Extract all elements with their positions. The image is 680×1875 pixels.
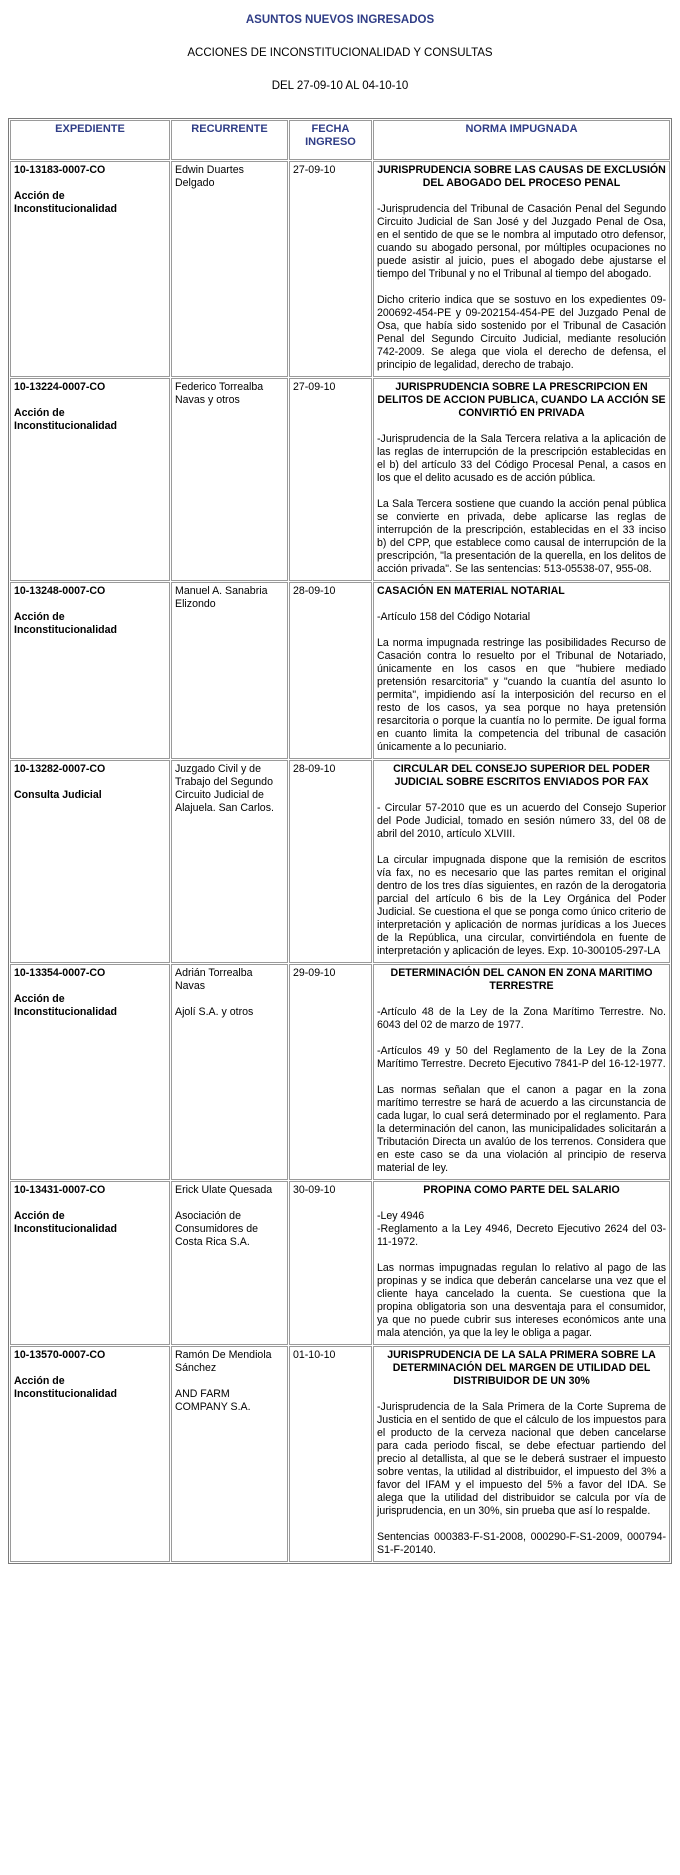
cell-norma xyxy=(373,582,670,759)
petitioner-name: Adrián Torrealba Navas xyxy=(175,967,253,992)
cell-norma xyxy=(373,378,670,581)
norm-paragraph: -Artículo 48 de la Ley de la Zona Marítimo Terrestre. No. 6043 del 02 de marzo de 1977. xyxy=(377,1006,666,1031)
cell-norma xyxy=(373,964,670,1180)
column-header-norma: NORMA IMPUGNADA xyxy=(373,120,670,160)
case-number: 10-13570-0007-CO xyxy=(14,1349,106,1361)
cell-fecha: 30-09-10 xyxy=(289,1181,372,1345)
norm-title: CIRCULAR DEL CONSEJO SUPERIOR DEL PODER JUDICIAL SOBRE ESCRITOS ENVIADOS POR FAX xyxy=(393,763,650,788)
case-number: 10-13431-0007-CO xyxy=(14,1184,106,1196)
column-header-recurrente: RECURRENTE xyxy=(171,120,288,160)
norm-paragraph: La Sala Tercera sostiene que cuando la acción penal pública se convierte en privada, debe aplicarse las reglas de interrupción de la prescripción, establecidas en el 33 inciso b) del CPP, que establece como causal de interrupción de la prescripción, "la presentación de la querella, en los delitos de acción privada". Se las sentencias: 513-05538-07, 955-08. xyxy=(377,498,666,575)
case-number: 10-13282-0007-CO xyxy=(14,763,106,775)
case-type: Acción de Inconstitucionalidad xyxy=(14,1210,117,1235)
table-row xyxy=(10,582,670,759)
case-type: Consulta Judicial xyxy=(14,789,102,801)
norm-paragraph: -Jurisprudencia del Tribunal de Casación Penal del Segundo Circuito Judicial de San José y del Juzgado Penal de Osa, en el sentido de que se le nombra al imputado otro defensor, cuando su abogado personal, por múltiples ocupaciones no puede asistir al juicio, pues el abogado debe ajustarse el tiempo del Tribunal y no el Tribunal al tiempo del abogado. xyxy=(377,203,666,280)
cell-norma xyxy=(373,161,670,377)
norm-paragraph: -Ley 4946 -Reglamento a la Ley 4946, Decreto Ejecutivo 2624 del 03-11-1972. xyxy=(377,1210,666,1248)
table-row xyxy=(10,964,670,1180)
petitioner-name: Erick Ulate Quesada xyxy=(175,1184,273,1196)
norm-paragraph: Sentencias 000383-F-S1-2008, 000290-F-S1-2009, 000794-S1-F-20140. xyxy=(377,1531,666,1556)
cell-fecha: 27-09-10 xyxy=(289,378,372,581)
norm-paragraph: La norma impugnada restringe las posibilidades Recurso de Casación contra lo resuelto por el Tribunal de Notariado, únicamente en los casos en que "hubiere mediado pretensión resarcitoria" y "cuando la cuantía del asunto lo permita", impidiendo así la interposición del recurso en el resto de los casos, ya sea porque no haya pretensión resarcitoria o porque la cuantía no lo permite. De igual forma en cuanto limita la competencia del tribunal de casación únicamente a lo pecuniario. xyxy=(377,637,666,753)
page-subtitle: ACCIONES DE INCONSTITUCIONALIDAD Y CONSULTAS xyxy=(187,47,493,59)
cell-expediente xyxy=(10,760,170,963)
norm-paragraph: La circular impugnada dispone que la remisión de escritos vía fax, no es necesario que las partes remitan el original dentro de los tres días siguientes, en razón de la derogatoria parcial del artículo 6 bis de la Ley Orgánica del Poder Judicial. Se cuestiona el que se ponga como único criterio de interpretación y aplicación de normas jurídicas a los Jueces de la República, una circular, convirtiéndola en fuente de interpretación y aplicación de leyes. Exp. 10-300105-297-LA xyxy=(377,854,666,957)
cell-recurrente xyxy=(171,582,288,759)
norm-title: JURISPRUDENCIA SOBRE LA PRESCRIPCION EN DELITOS DE ACCION PUBLICA, CUANDO LA ACCIÓN SE CONVIRTIÓ EN PRIVADA xyxy=(377,381,666,419)
cell-fecha: 01-10-10 xyxy=(289,1346,372,1562)
table-header-row xyxy=(10,120,670,160)
petitioner-name: Edwin Duartes Delgado xyxy=(175,164,244,189)
cell-fecha: 29-09-10 xyxy=(289,964,372,1180)
case-type: Acción de Inconstitucionalidad xyxy=(14,190,117,215)
case-number: 10-13248-0007-CO xyxy=(14,585,106,597)
table-row xyxy=(10,1181,670,1345)
case-number: 10-13354-0007-CO xyxy=(14,967,106,979)
case-type: Acción de Inconstitucionalidad xyxy=(14,611,117,636)
cell-recurrente xyxy=(171,760,288,963)
norm-paragraph: -Jurisprudencia de la Sala Primera de la Corte Suprema de Justicia en el sentido de que el cálculo de los impuestos para el producto de la cerveza nacional que deben cancelarse para cada periodo fiscal, se debe efectuar partiendo del precio al detallista, al que se le deberá sustraer el impuesto sobre ventas, la utilidad al distribuidor, el impuesto del 3% a favor del IFAM y el impuesto del 5% a favor del IDA. Se alega que la utilidad del distribuidor se calcula por vía de jurisprudencia, en un 30%, sin prueba que así lo respalde. xyxy=(377,1401,666,1517)
table-row xyxy=(10,760,670,963)
norm-title: DETERMINACIÓN DEL CANON EN ZONA MARITIMO TERRESTRE xyxy=(390,967,653,992)
norm-title: CASACIÓN EN MATERIAL NOTARIAL xyxy=(377,585,565,597)
norm-paragraph: Las normas señalan que el canon a pagar en la zona marítimo terrestre se hará de acuerdo a las circunstancia de cada lugar, lo cual será determinado por el reglamento. Para la determinación del canon, las municipalidades solicitarán a Tributación Directa un avalúo de los terrenos. Considera que en este caso se da una violación al principio de reserva material de ley. xyxy=(377,1084,666,1174)
cell-expediente xyxy=(10,964,170,1180)
cell-norma xyxy=(373,1181,670,1345)
norm-paragraph: - Circular 57-2010 que es un acuerdo del Consejo Superior del Pode Judicial, tomado en sesión número 33, del 08 de abril del 2010, artículo XLVIII. xyxy=(377,802,666,840)
cell-expediente xyxy=(10,1181,170,1345)
cell-fecha: 28-09-10 xyxy=(289,582,372,759)
norm-title: PROPINA COMO PARTE DEL SALARIO xyxy=(423,1184,620,1196)
case-type: Acción de Inconstitucionalidad xyxy=(14,993,117,1018)
norm-paragraph: Las normas impugnadas regulan lo relativo al pago de las propinas y se indica que deberán cancelarse una vez que el cliente haya cancelado la cuenta. Se cuestiona que la propina obligatoria son una desventaja para el consumidor, ya que no puede cubrir sus intereses económicos ante una mala atención, ya que la ley le obliga a pagar. xyxy=(377,1262,666,1339)
petitioner-name: Juzgado Civil y de Trabajo del Segundo Circuito Judicial de Alajuela. San Carlos. xyxy=(175,763,274,814)
page-title: ASUNTOS NUEVOS INGRESADOS xyxy=(245,14,435,26)
norm-paragraph: -Jurisprudencia de la Sala Tercera relativa a la aplicación de las reglas de interrupción de la prescripción establecidas en el b) del artículo 33 del Código Procesal Penal, a casos en los que el delito acusado es de acción pública. xyxy=(377,433,666,484)
cell-norma xyxy=(373,760,670,963)
table-row xyxy=(10,378,670,581)
petitioner-name: Manuel A. Sanabria Elizondo xyxy=(175,585,268,610)
petitioner-name: AND FARM COMPANY S.A. xyxy=(175,1388,251,1413)
cases-table xyxy=(8,118,672,1564)
norm-title: JURISPRUDENCIA DE LA SALA PRIMERA SOBRE LA DETERMINACIÓN DEL MARGEN DE UTILIDAD DEL DISTRIBUIDOR DE UN 30% xyxy=(387,1349,656,1387)
cell-expediente xyxy=(10,1346,170,1562)
petitioner-name: Federico Torrealba Navas y otros xyxy=(175,381,264,406)
table-row xyxy=(10,161,670,377)
cell-recurrente xyxy=(171,964,288,1180)
case-type: Acción de Inconstitucionalidad xyxy=(14,407,117,432)
table-row xyxy=(10,1346,670,1562)
column-header-expediente: EXPEDIENTE xyxy=(10,120,170,160)
column-header-fecha: FECHA INGRESO xyxy=(289,120,372,160)
cell-expediente xyxy=(10,378,170,581)
petitioner-name: Ramón De Mendiola Sánchez xyxy=(175,1349,272,1374)
cell-norma xyxy=(373,1346,670,1562)
petitioner-name: Ajolí S.A. y otros xyxy=(175,1006,254,1018)
norm-title: JURISPRUDENCIA SOBRE LAS CAUSAS DE EXCLUSIÓN DEL ABOGADO DEL PROCESO PENAL xyxy=(377,164,666,189)
page-period: DEL 27-09-10 AL 04-10-10 xyxy=(271,80,409,92)
cell-expediente xyxy=(10,582,170,759)
norm-paragraph: -Artículos 49 y 50 del Reglamento de la Ley de la Zona Marítimo Terrestre. Decreto Ejecutivo 7841-P del 16-12-1977. xyxy=(377,1045,666,1070)
case-type: Acción de Inconstitucionalidad xyxy=(14,1375,117,1400)
cell-recurrente xyxy=(171,1181,288,1345)
cell-recurrente xyxy=(171,1346,288,1562)
cell-recurrente xyxy=(171,161,288,377)
cell-fecha: 27-09-10 xyxy=(289,161,372,377)
norm-paragraph: -Artículo 158 del Código Notarial xyxy=(377,611,531,623)
cell-recurrente xyxy=(171,378,288,581)
cell-expediente xyxy=(10,161,170,377)
case-number: 10-13224-0007-CO xyxy=(14,381,106,393)
petitioner-name: Asociación de Consumidores de Costa Rica S.A. xyxy=(175,1210,259,1248)
norm-paragraph: Dicho criterio indica que se sostuvo en los expedientes 09-200692-454-PE y 09-202154-454-PE del Juzgado Penal de Osa, que había sido sostenido por el Tribunal de Casación Penal del Segundo Circuito Judicial, mediante resolución 742-2009. Se alega que viola el derecho de defensa, el principio de legalidad, derecho de trabajo. xyxy=(377,294,666,371)
cell-fecha: 28-09-10 xyxy=(289,760,372,963)
case-number: 10-13183-0007-CO xyxy=(14,164,106,176)
